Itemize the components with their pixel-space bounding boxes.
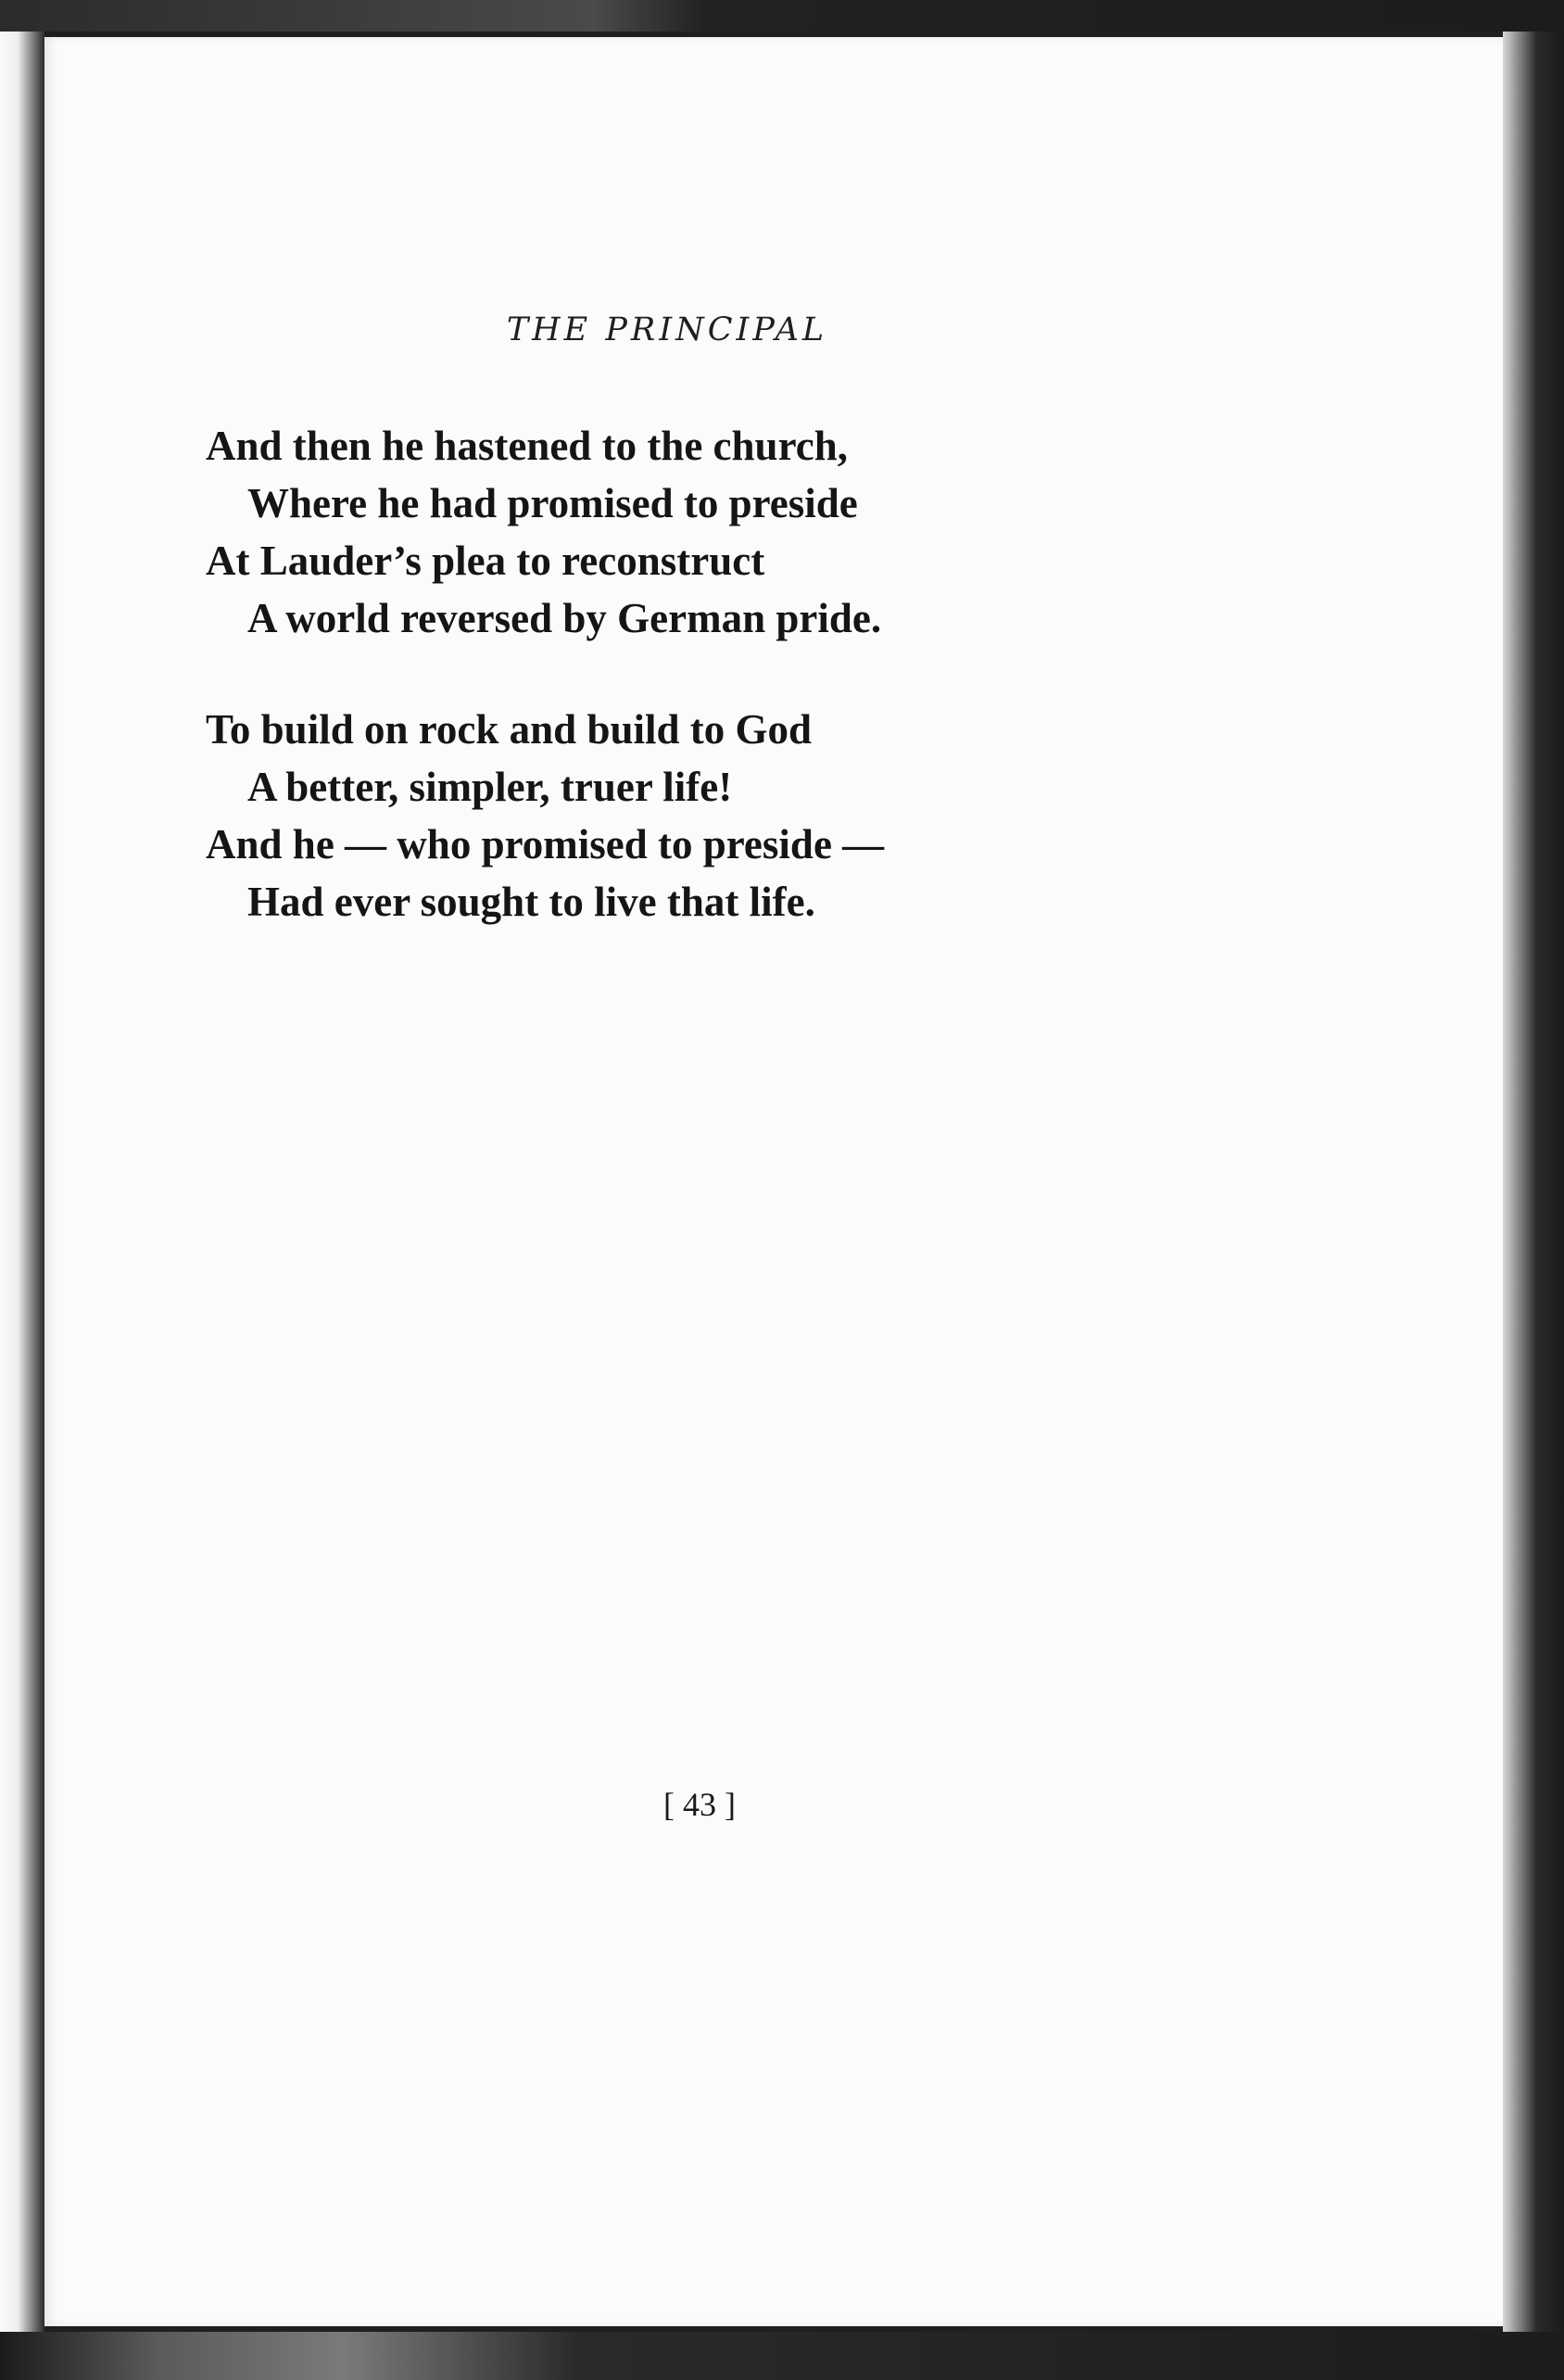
book-page xyxy=(44,37,1503,2326)
poem-line: At Lauder’s plea to reconstruct xyxy=(206,538,765,584)
poem-line: Had ever sought to live that life. xyxy=(247,879,815,925)
stanza-2 xyxy=(206,701,1318,930)
poem-line: A better, simpler, truer life! xyxy=(247,764,733,810)
poem-line: And then he hastened to the church, xyxy=(206,423,848,469)
poem xyxy=(206,417,1318,984)
poem-line: Where he had promised to preside xyxy=(247,480,858,526)
running-head: THE PRINCIPAL xyxy=(506,311,828,348)
poem-line: And he — who promised to preside — xyxy=(206,821,885,867)
top-edge xyxy=(0,0,1564,32)
bottom-edge xyxy=(0,2332,1564,2380)
book-spine xyxy=(0,32,44,2332)
stanza-1 xyxy=(206,417,1318,647)
poem-line: To build on rock and build to God xyxy=(206,706,813,753)
right-edge xyxy=(1503,32,1564,2332)
page-number: [ 43 ] xyxy=(663,1786,736,1823)
poem-line: A world reversed by German pride. xyxy=(247,595,882,641)
